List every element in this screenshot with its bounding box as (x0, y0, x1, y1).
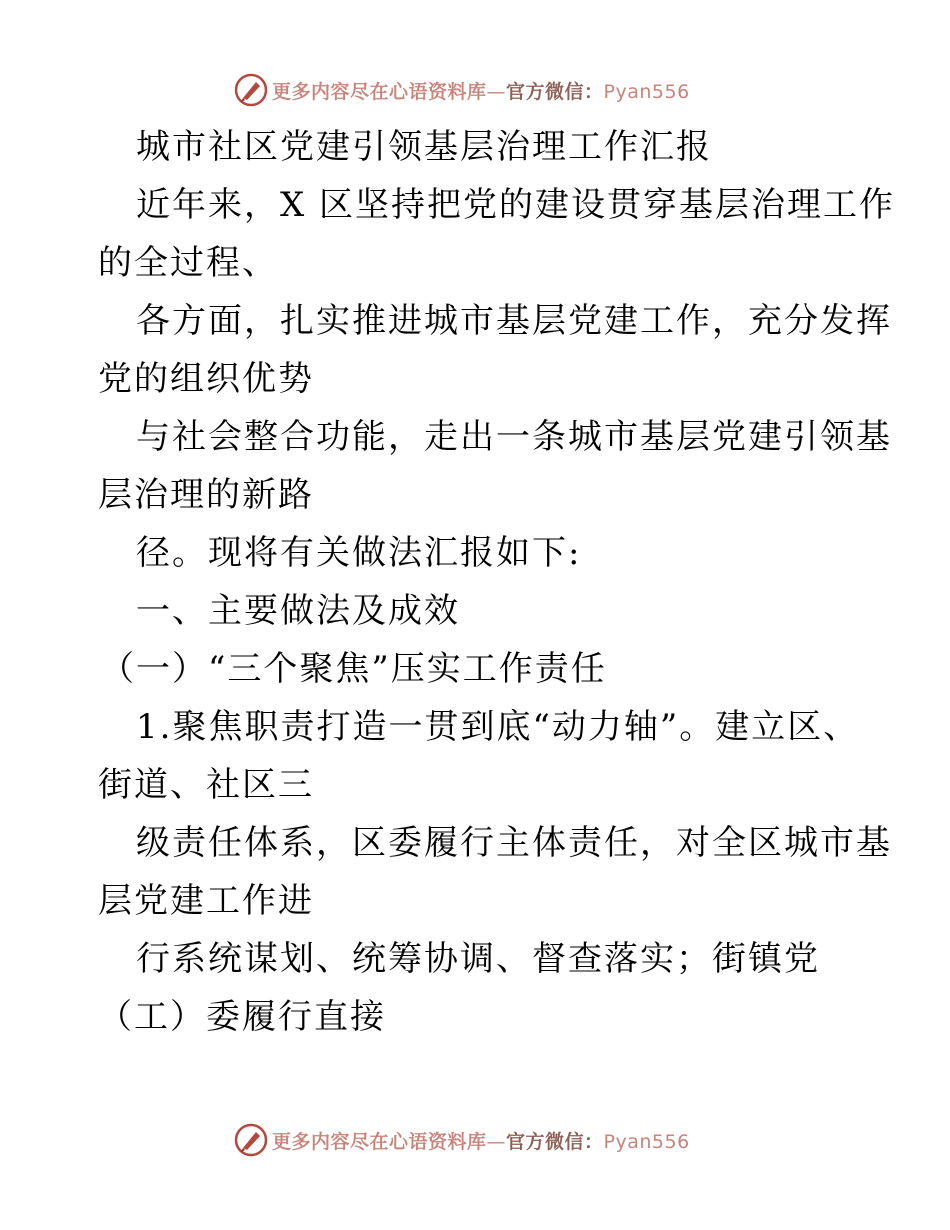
section-heading: 一、主要做法及成效 (136, 591, 460, 631)
watermark-text (272, 77, 690, 104)
watermark-official-label: 官方微信： (506, 1130, 604, 1153)
paragraph-line: 街道、社区三 (98, 765, 314, 805)
paragraph-line: 层治理的新路 (98, 475, 314, 515)
paragraph-line: 的全过程、 (98, 243, 278, 283)
watermark-text (272, 1127, 690, 1154)
watermark-official-label: 官方微信： (506, 80, 604, 103)
paragraph-line: 各方面，扎实推进城市基层党建工作，充分发挥 (136, 301, 892, 341)
paragraph-line: （工）委履行直接 (98, 997, 386, 1037)
header-watermark (234, 72, 690, 108)
pen-logo-icon (234, 1123, 268, 1157)
watermark-main-text: 更多内容尽在心语资料库 (272, 80, 487, 103)
paragraph-line: 与社会整合功能，走出一条城市基层党建引领基 (136, 417, 892, 457)
watermark-wechat-id: Pyan556 (603, 80, 690, 103)
watermark-wechat-id: Pyan556 (603, 1130, 690, 1153)
watermark-dash: — (486, 1130, 507, 1153)
paragraph-line: 党的组织优势 (98, 359, 314, 399)
pen-logo-icon (234, 73, 268, 107)
paragraph-line: 级责任体系，区委履行主体责任，对全区城市基 (136, 823, 892, 863)
paragraph-line: 1.聚焦职责打造一贯到底“动力轴”。建立区、 (136, 707, 860, 747)
watermark-dash: — (486, 80, 507, 103)
paragraph-line: 径。现将有关做法汇报如下: (136, 533, 582, 573)
footer-watermark (234, 1122, 690, 1158)
document-title: 城市社区党建引领基层治理工作汇报 (136, 127, 712, 167)
subsection-heading: （一）“三个聚焦”压实工作责任 (100, 649, 607, 689)
watermark-main-text: 更多内容尽在心语资料库 (272, 1130, 487, 1153)
paragraph-line: 近年来，X 区坚持把党的建设贯穿基层治理工作 (136, 185, 896, 225)
paragraph-line: 行系统谋划、统筹协调、督查落实；街镇党 (136, 939, 820, 979)
document-body (98, 118, 896, 1046)
paragraph-line: 层党建工作进 (98, 881, 314, 921)
